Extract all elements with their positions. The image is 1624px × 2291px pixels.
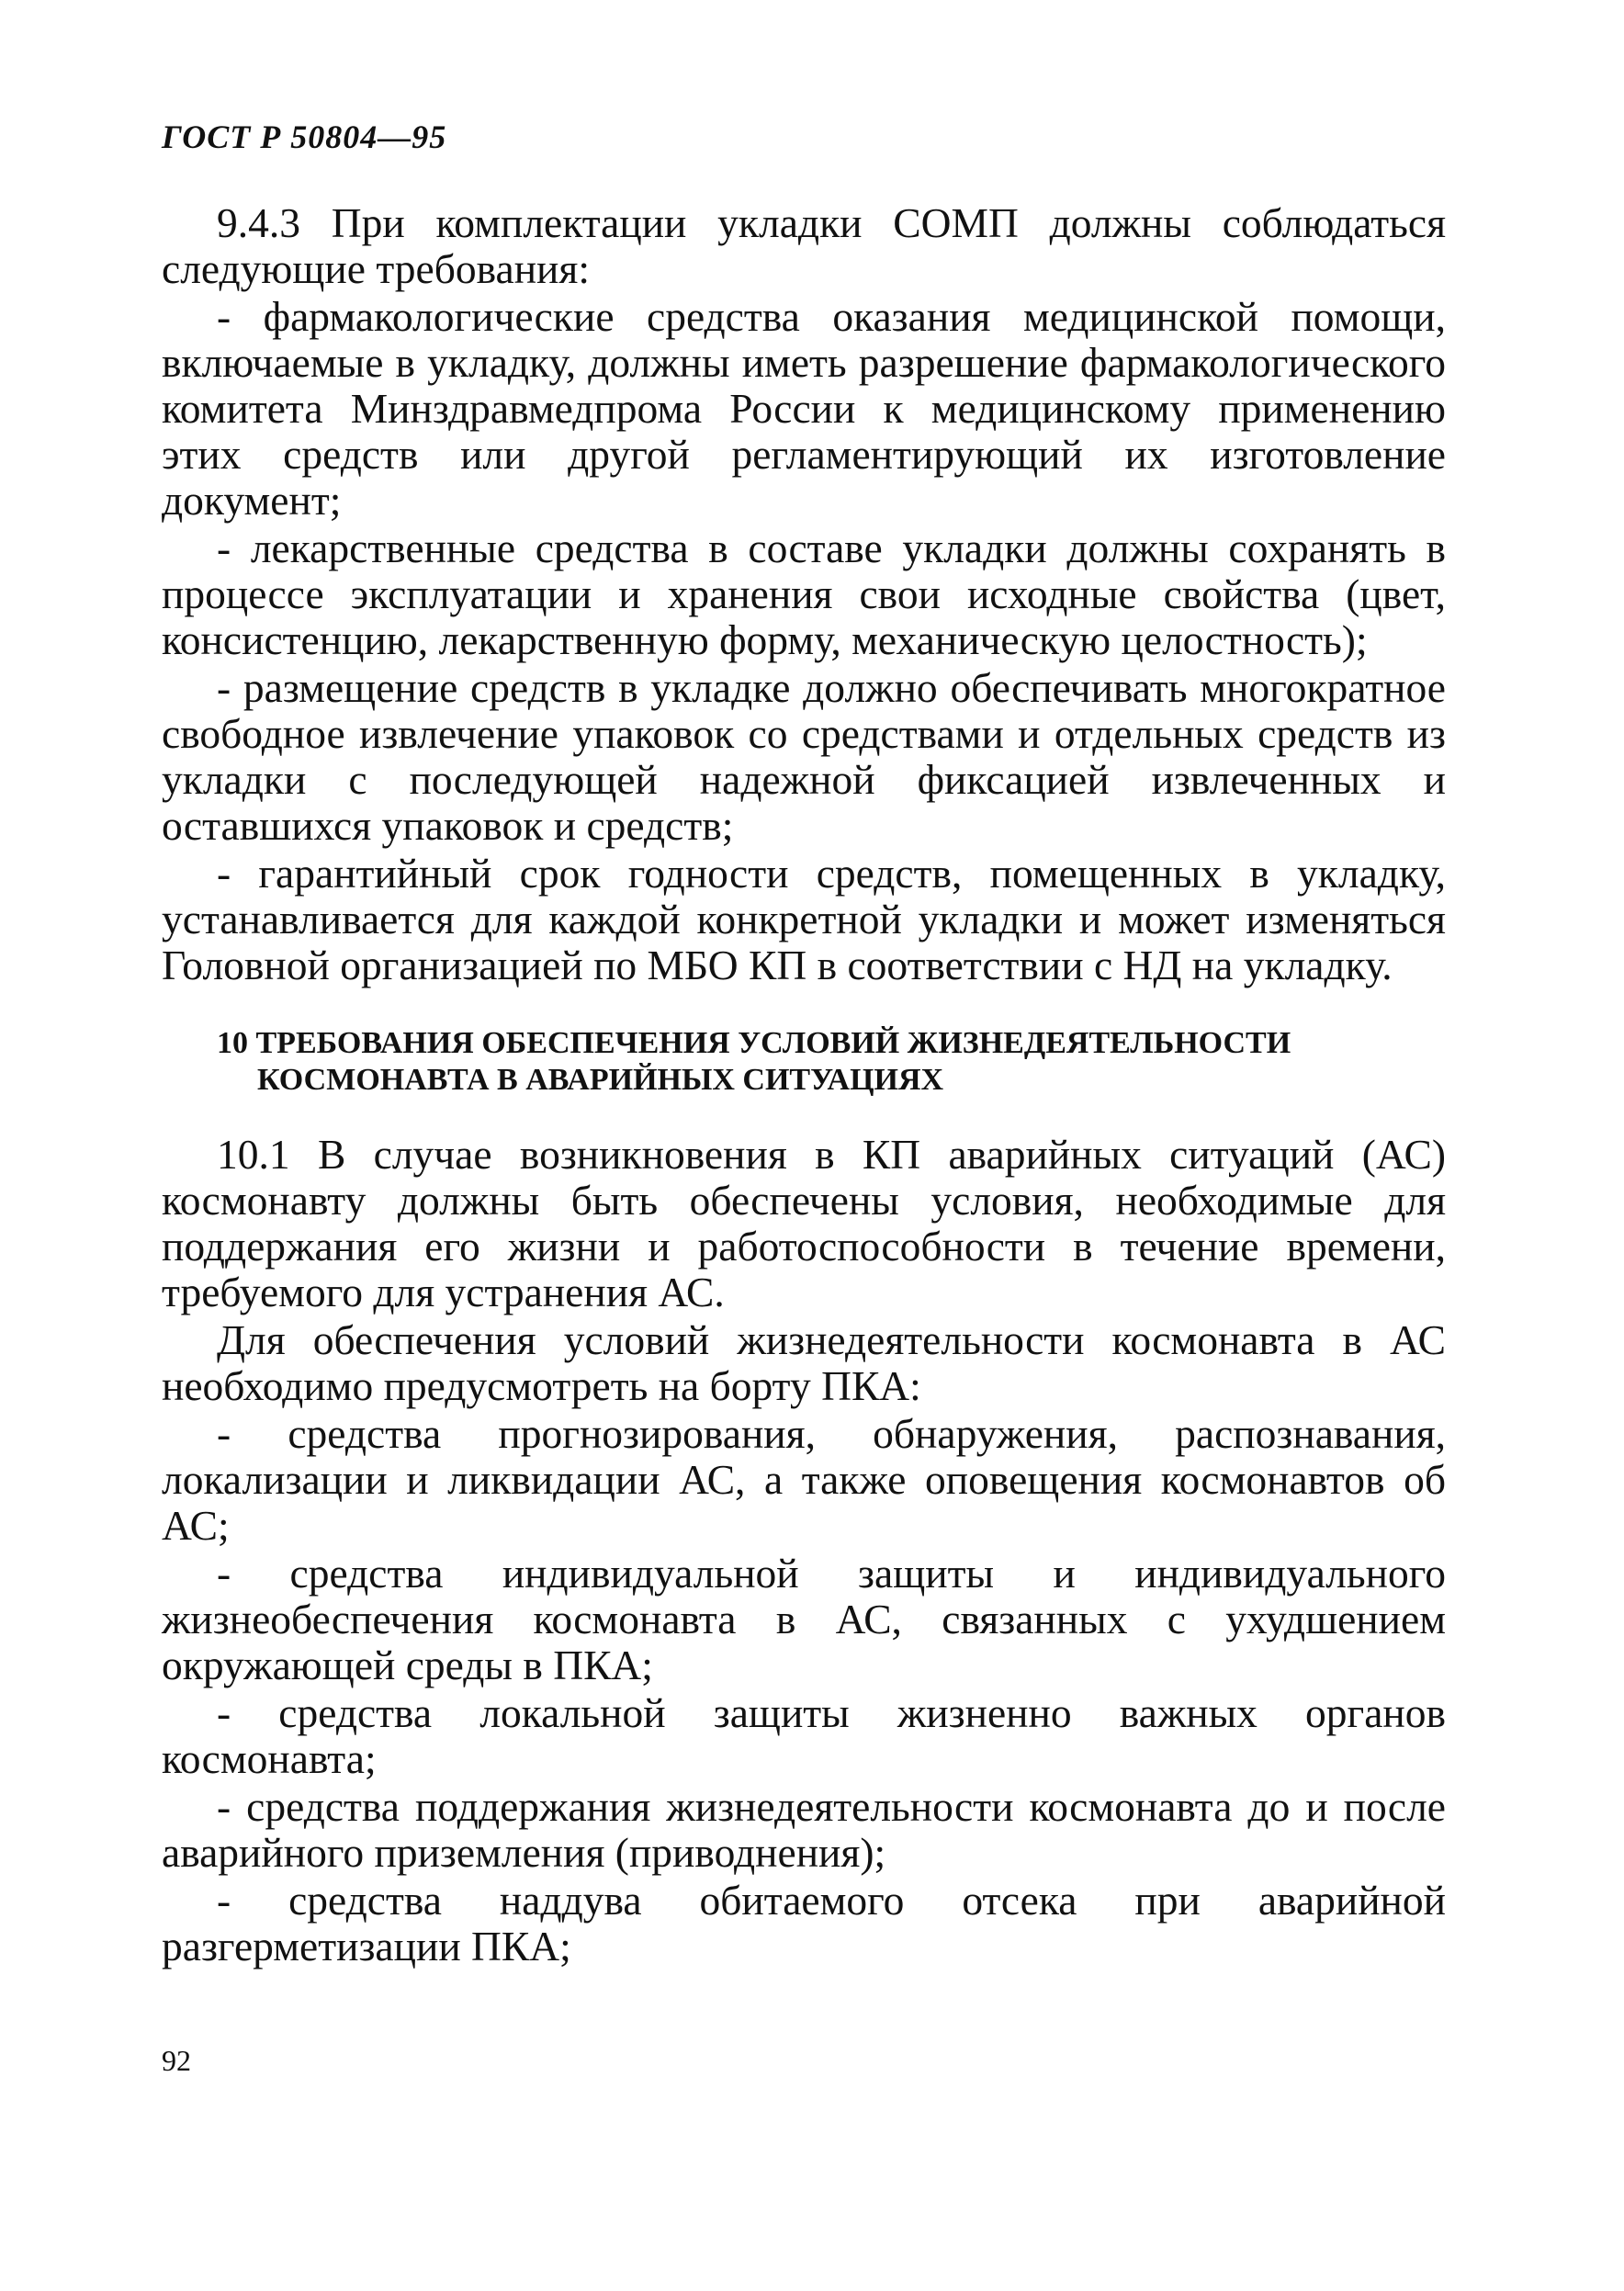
list-item-placement: - размещение средств в укладке должно обеспечивать многократное свободное извлечение упаковок со средствами и отдельных средств из укладки с последующей надежной фиксацией извлеченных и оставшихся упаковок и средств; [162,664,1446,849]
paragraph-10-1: 10.1 В случае возникновения в КП аварийных ситуаций (АС) космонавту должны быть обеспечены условия, необходимые для поддержания его жизни и работоспособности в течение времени, требуемого для устранения АС. [162,1131,1446,1315]
list-item-pharmacological: - фармакологические средства оказания медицинской помощи, включаемые в укладку, должны иметь разрешение фармакологического комитета Минздравмедпрома России к медицинскому применению этих средств или другой регламентирующий их изготовление документ; [162,293,1446,524]
paragraph-provisions: Для обеспечения условий жизнедеятельности космонавта в АС необходимо предусмотреть на борту ПКА: [162,1316,1446,1409]
section-heading-line1: 10 ТРЕБОВАНИЯ ОБЕСПЕЧЕНИЯ УСЛОВИЙ ЖИЗНЕДЕЯТЕЛЬНОСТИ [217,1026,1291,1060]
running-head: ГОСТ Р 50804—95 [162,118,447,155]
list-item-pressurization: - средства наддува обитаемого отсека при аварийной разгерметизации ПКА; [162,1877,1446,1969]
list-item-life-support: - средства поддержания жизнедеятельности космонавта до и после аварийного приземления (приводнения); [162,1783,1446,1876]
list-item-individual-protection: - средства индивидуальной защиты и индивидуального жизнеобеспечения космонавта в АС, связанных с ухудшением окружающей среды в ПКА; [162,1550,1446,1688]
list-item-local-protection: - средства локальной защиты жизненно важных органов космонавта; [162,1689,1446,1782]
page-number: 92 [162,2044,191,2077]
list-item-forecasting: - средства прогнозирования, обнаружения, распознавания, локализации и ликвидации АС, а также оповещения космонавтов об АС; [162,1410,1446,1549]
list-item-shelf-life: - гарантийный срок годности средств, помещенных в укладку, устанавливается для каждой конкретной укладки и может изменяться Головной организацией по МБО КП в соответствии с НД на укладку. [162,850,1446,988]
paragraph-9-4-3: 9.4.3 При комплектации укладки СОМП должны соблюдаться следующие требования: [162,199,1446,292]
section-heading-line2: КОСМОНАВТА В АВАРИЙНЫХ СИТУАЦИЯХ [257,1063,944,1097]
list-item-medicines: - лекарственные средства в составе укладки должны сохранять в процессе эксплуатации и хранения свои исходные свойства (цвет, консистенцию, лекарственную форму, механическую целостность); [162,525,1446,663]
body-text [162,200,1446,1971]
section-heading-10 [162,1025,1446,1099]
